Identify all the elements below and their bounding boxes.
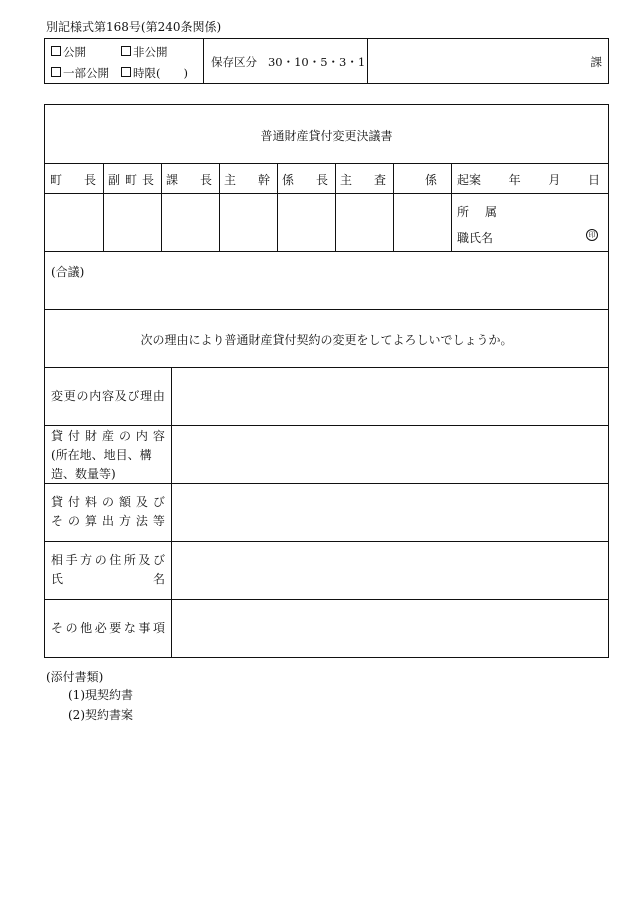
row-label-property: 貸 付 財 産 の 内 容 (所在地、地目、構 造、数量等) [51,427,165,484]
partial-label: 一部公開 [63,66,109,80]
retention-label: 保存区分 [211,55,257,69]
role-supervisor: 主 幹 [224,173,270,187]
rule [161,163,162,251]
private-checkbox[interactable] [121,44,168,60]
affiliation-label: 所 属 [457,205,497,219]
role-unit-chief: 係 長 [282,173,328,187]
disclosure-box [44,38,609,84]
role-staff: 係 [424,173,437,187]
divider [367,39,368,83]
day-label: 日 [587,173,600,187]
property-line-2: (所在地、地目、構 [51,448,152,462]
rule [45,599,608,600]
rule [45,367,608,368]
retention-class [211,54,365,70]
year-label: 年 [508,173,521,187]
public-checkbox[interactable] [51,44,86,60]
document-title: 普通財産貸付変更決議書 [260,129,393,143]
role-section-chief: 課 長 [166,173,212,187]
timed-checkbox[interactable] [121,65,188,81]
checkbox-square [121,46,131,56]
role-mayor: 町 長 [50,173,96,187]
partial-checkbox[interactable] [51,65,109,81]
request-text: 次の理由により普通財産貸付契約の変更をしてよろしいでしょうか。 [140,333,513,347]
timed-label: 時限( ) [133,66,188,80]
rule [45,193,608,194]
draft-label: 起案 [457,173,482,187]
rule [45,425,608,426]
rule [171,367,172,657]
divider [203,39,204,83]
month-label: 月 [548,173,561,187]
property-line-3: 造、数量等) [51,467,116,481]
role-deputy-mayor: 副 町 長 [108,173,154,187]
seal-icon: 印 [586,229,598,241]
row-label-fee: 貸 付 料 の 額 及 び そ の 算 出 方 法 等 [51,495,165,528]
rule [45,251,608,252]
checkbox-square [51,46,61,56]
rule [45,309,608,310]
rule [451,163,452,251]
row-label-change-reason: 変 更 の 内 容 及 び 理 由 [51,389,165,403]
checkbox-square [121,67,131,77]
rule [393,163,394,251]
decision-form-table [44,104,609,658]
division-suffix: 課 [590,55,602,69]
rule [335,163,336,251]
row-label-other: そ の 他 必 要 な 事 項 [51,621,165,635]
private-label: 非公開 [133,45,168,59]
retention-values: 30・10・5・3・1 [267,55,366,69]
rule [45,163,608,164]
checkbox-square [51,67,61,77]
attachments-title: (添付書類) [46,670,104,684]
name-label: 職氏名 [457,231,494,245]
draft-date [457,171,600,188]
rule [277,163,278,251]
rule [45,541,608,542]
public-label: 公開 [63,45,86,59]
attachment-item: (2)契約書案 [68,708,133,722]
attachment-item: (1)現契約書 [68,688,133,702]
consultation-label: (合議) [51,265,85,279]
role-inspector: 主 査 [340,173,386,187]
rule [103,163,104,251]
rule [219,163,220,251]
row-label-counterparty: 相 手 方 の 住 所 及 び 氏 名 [51,553,165,586]
form-number: 別記様式第168号(第240条関係) [46,20,222,34]
